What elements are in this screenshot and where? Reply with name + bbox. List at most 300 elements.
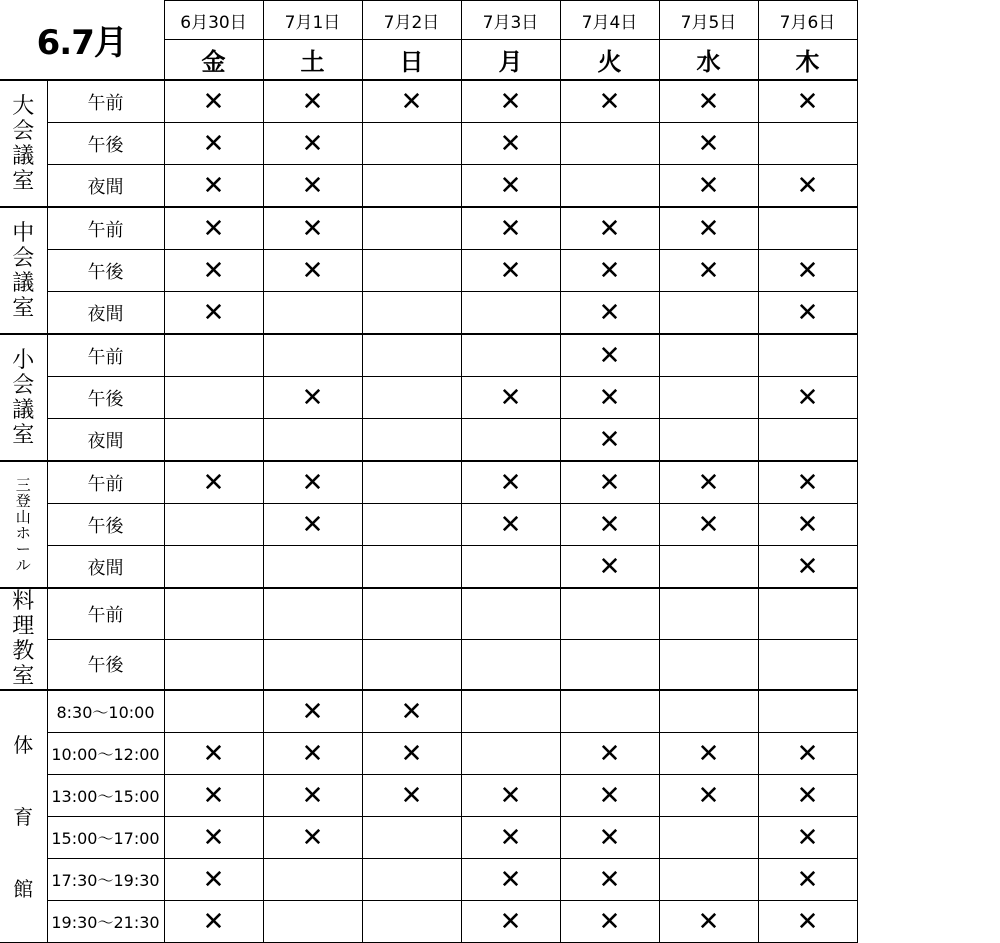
booked-cell (461, 80, 560, 123)
booked-mark: ✕ (400, 86, 423, 117)
booked-mark: ✕ (697, 213, 720, 244)
booked-cell (461, 504, 560, 546)
booked-cell (560, 334, 659, 377)
time-slot-label: 夜間 (47, 292, 164, 335)
booked-cell (560, 504, 659, 546)
booked-mark: ✕ (697, 86, 720, 117)
booked-cell (659, 80, 758, 123)
booked-mark: ✕ (796, 822, 819, 853)
booked-cell (362, 733, 461, 775)
booked-mark: ✕ (301, 170, 324, 201)
available-cell (362, 817, 461, 859)
booked-cell (659, 165, 758, 208)
available-cell (758, 123, 857, 165)
booked-mark: ✕ (598, 467, 621, 498)
booked-mark: ✕ (301, 696, 324, 727)
available-cell (362, 123, 461, 165)
time-slot-label: 夜間 (47, 165, 164, 208)
booked-mark: ✕ (697, 170, 720, 201)
booked-cell (263, 377, 362, 419)
booked-mark: ✕ (796, 780, 819, 811)
schedule-row (0, 775, 857, 817)
booked-mark: ✕ (697, 738, 720, 769)
available-cell (362, 250, 461, 292)
booked-cell (560, 292, 659, 335)
booked-cell (659, 901, 758, 943)
weekday-header: 金 (164, 40, 263, 81)
available-cell (659, 817, 758, 859)
date-header: 6月30日 (164, 1, 263, 40)
booked-cell (758, 733, 857, 775)
facility-label-char: 料 (12, 589, 35, 614)
booked-mark: ✕ (598, 340, 621, 371)
available-cell (659, 546, 758, 589)
booked-mark: ✕ (499, 213, 522, 244)
available-cell (758, 207, 857, 250)
booked-cell (164, 733, 263, 775)
available-cell (362, 334, 461, 377)
booked-cell (164, 123, 263, 165)
booked-mark: ✕ (796, 170, 819, 201)
available-cell (362, 461, 461, 504)
booked-mark: ✕ (400, 696, 423, 727)
booked-mark: ✕ (202, 213, 225, 244)
available-cell (164, 690, 263, 733)
booked-mark: ✕ (796, 864, 819, 895)
available-cell (263, 546, 362, 589)
schedule-row (0, 817, 857, 859)
booked-mark: ✕ (697, 128, 720, 159)
available-cell (659, 334, 758, 377)
weekday-header: 土 (263, 40, 362, 81)
schedule-row (0, 733, 857, 775)
facility-label-char: 大 (12, 93, 35, 119)
available-cell (461, 690, 560, 733)
available-cell (758, 588, 857, 639)
available-cell (659, 377, 758, 419)
booked-mark: ✕ (202, 864, 225, 895)
booked-cell (164, 165, 263, 208)
booked-cell (461, 461, 560, 504)
booked-mark: ✕ (202, 467, 225, 498)
booked-mark: ✕ (796, 738, 819, 769)
booked-cell (461, 165, 560, 208)
schedule-row (0, 165, 857, 208)
time-slot-label: 午前 (47, 588, 164, 639)
available-cell (164, 546, 263, 589)
facility-label (0, 690, 47, 943)
booked-cell (758, 80, 857, 123)
schedule-row (0, 504, 857, 546)
available-cell (758, 419, 857, 462)
available-cell (758, 334, 857, 377)
booked-mark: ✕ (499, 906, 522, 937)
booked-mark: ✕ (499, 822, 522, 853)
time-slot-label: 午前 (47, 334, 164, 377)
booked-mark: ✕ (499, 128, 522, 159)
available-cell (461, 733, 560, 775)
booked-mark: ✕ (697, 467, 720, 498)
booked-mark: ✕ (598, 255, 621, 286)
booked-mark: ✕ (202, 780, 225, 811)
booked-mark: ✕ (598, 864, 621, 895)
time-slot-label: 午後 (47, 377, 164, 419)
time-slot-label: 17:30～19:30 (47, 859, 164, 901)
booked-mark: ✕ (598, 213, 621, 244)
available-cell (362, 504, 461, 546)
schedule-row (0, 419, 857, 462)
booked-mark: ✕ (301, 822, 324, 853)
time-slot-label: 午後 (47, 250, 164, 292)
available-cell (263, 859, 362, 901)
available-cell (461, 292, 560, 335)
booked-cell (263, 733, 362, 775)
booked-mark: ✕ (301, 128, 324, 159)
facility-label-char: 議 (12, 397, 35, 423)
booked-cell (263, 817, 362, 859)
available-cell (263, 588, 362, 639)
booked-cell (164, 250, 263, 292)
booked-cell (263, 123, 362, 165)
facility-label-char: 教 (12, 639, 35, 664)
booked-cell (461, 775, 560, 817)
time-slot-label: 8:30～10:00 (47, 690, 164, 733)
booked-cell (560, 377, 659, 419)
booked-mark: ✕ (598, 906, 621, 937)
booked-mark: ✕ (202, 255, 225, 286)
facility-label-char: 会 (12, 118, 35, 144)
available-cell (263, 292, 362, 335)
schedule-row (0, 901, 857, 943)
month-title: 6.7月 (0, 1, 164, 81)
booked-mark: ✕ (598, 551, 621, 582)
booked-cell (560, 419, 659, 462)
booked-cell (758, 859, 857, 901)
available-cell (758, 690, 857, 733)
time-slot-label: 午前 (47, 80, 164, 123)
booked-mark: ✕ (301, 255, 324, 286)
schedule-row (0, 859, 857, 901)
time-slot-label: 夜間 (47, 419, 164, 462)
booked-cell (659, 123, 758, 165)
available-cell (164, 504, 263, 546)
available-cell (263, 334, 362, 377)
booked-cell (659, 775, 758, 817)
booked-mark: ✕ (499, 467, 522, 498)
booked-mark: ✕ (598, 86, 621, 117)
schedule-row (0, 80, 857, 123)
booked-mark: ✕ (400, 738, 423, 769)
booked-cell (560, 733, 659, 775)
facility-label (0, 80, 47, 207)
booked-cell (461, 817, 560, 859)
booked-mark: ✕ (598, 780, 621, 811)
available-cell (362, 207, 461, 250)
facility-label-char: 理 (12, 614, 35, 639)
date-header: 7月6日 (758, 1, 857, 40)
booked-cell (164, 775, 263, 817)
available-cell (362, 292, 461, 335)
booked-mark: ✕ (598, 424, 621, 455)
available-cell (461, 639, 560, 690)
booked-cell (461, 859, 560, 901)
booked-mark: ✕ (301, 509, 324, 540)
booked-mark: ✕ (598, 822, 621, 853)
available-cell (659, 419, 758, 462)
facility-label-char: ホ (15, 523, 31, 542)
facility-label-char: 議 (12, 270, 35, 296)
booked-mark: ✕ (301, 213, 324, 244)
available-cell (560, 123, 659, 165)
booked-cell (758, 377, 857, 419)
booked-mark: ✕ (499, 255, 522, 286)
available-cell (263, 639, 362, 690)
weekday-header: 月 (461, 40, 560, 81)
time-slot-label: 13:00～15:00 (47, 775, 164, 817)
time-slot-label: 午後 (47, 504, 164, 546)
booked-mark: ✕ (796, 382, 819, 413)
booked-mark: ✕ (697, 509, 720, 540)
booked-cell (560, 461, 659, 504)
booked-mark: ✕ (499, 382, 522, 413)
booked-cell (461, 901, 560, 943)
facility-label-char: ル (15, 555, 31, 574)
facility-label-char: 室 (12, 295, 35, 321)
booked-cell (560, 207, 659, 250)
available-cell (659, 639, 758, 690)
booked-mark: ✕ (202, 906, 225, 937)
time-slot-label: 午後 (47, 123, 164, 165)
booked-cell (164, 859, 263, 901)
booked-cell (659, 250, 758, 292)
available-cell (560, 588, 659, 639)
booked-mark: ✕ (202, 822, 225, 853)
booked-mark: ✕ (796, 297, 819, 328)
booked-cell (461, 123, 560, 165)
booked-mark: ✕ (499, 86, 522, 117)
booked-cell (164, 461, 263, 504)
booked-cell (362, 775, 461, 817)
booked-mark: ✕ (499, 170, 522, 201)
available-cell (362, 901, 461, 943)
booked-mark: ✕ (796, 906, 819, 937)
booked-cell (758, 461, 857, 504)
booked-mark: ✕ (697, 906, 720, 937)
booked-cell (560, 250, 659, 292)
facility-label-char: 小 (12, 347, 35, 373)
schedule-row (0, 588, 857, 639)
booked-cell (164, 80, 263, 123)
booked-cell (758, 504, 857, 546)
booked-cell (461, 250, 560, 292)
available-cell (659, 859, 758, 901)
booked-cell (263, 504, 362, 546)
facility-label (0, 461, 47, 588)
available-cell (362, 419, 461, 462)
booked-cell (362, 690, 461, 733)
booked-mark: ✕ (796, 255, 819, 286)
booked-cell (659, 733, 758, 775)
booked-cell (263, 250, 362, 292)
booked-mark: ✕ (301, 467, 324, 498)
available-cell (164, 588, 263, 639)
date-row (0, 1, 857, 40)
facility-label-char: 山 (15, 507, 31, 526)
booked-mark: ✕ (598, 509, 621, 540)
date-header: 7月5日 (659, 1, 758, 40)
schedule-row (0, 546, 857, 589)
date-header: 7月4日 (560, 1, 659, 40)
available-cell (164, 334, 263, 377)
booked-cell (461, 377, 560, 419)
facility-label-char: 中 (12, 220, 35, 246)
booked-cell (362, 80, 461, 123)
available-cell (362, 377, 461, 419)
facility-label-char: 室 (12, 664, 35, 689)
available-cell (362, 165, 461, 208)
time-slot-label: 夜間 (47, 546, 164, 589)
weekday-header: 木 (758, 40, 857, 81)
available-cell (659, 292, 758, 335)
booked-mark: ✕ (796, 86, 819, 117)
facility-label-char: 登 (15, 491, 31, 510)
schedule-row (0, 123, 857, 165)
available-cell (362, 859, 461, 901)
booked-cell (560, 859, 659, 901)
booked-mark: ✕ (301, 780, 324, 811)
booked-mark: ✕ (499, 509, 522, 540)
available-cell (659, 690, 758, 733)
available-cell (659, 588, 758, 639)
schedule-row (0, 690, 857, 733)
schedule-row (0, 639, 857, 690)
booked-mark: ✕ (202, 170, 225, 201)
facility-label-char: 会 (12, 372, 35, 398)
booked-cell (560, 817, 659, 859)
schedule-row (0, 292, 857, 335)
schedule-row (0, 334, 857, 377)
booked-mark: ✕ (499, 780, 522, 811)
available-cell (164, 377, 263, 419)
facility-label (0, 207, 47, 334)
available-cell (461, 546, 560, 589)
booked-mark: ✕ (202, 297, 225, 328)
facility-label-char: 三 (15, 475, 31, 494)
booked-cell (560, 80, 659, 123)
available-cell (164, 639, 263, 690)
time-slot-label: 19:30～21:30 (47, 901, 164, 943)
available-cell (560, 639, 659, 690)
booked-cell (659, 461, 758, 504)
booked-mark: ✕ (301, 738, 324, 769)
facility-label (0, 334, 47, 461)
available-cell (164, 419, 263, 462)
booked-cell (758, 250, 857, 292)
booked-cell (263, 165, 362, 208)
booked-mark: ✕ (598, 738, 621, 769)
booked-cell (263, 207, 362, 250)
booked-mark: ✕ (202, 128, 225, 159)
booked-mark: ✕ (796, 509, 819, 540)
booked-cell (758, 165, 857, 208)
available-cell (560, 690, 659, 733)
booked-mark: ✕ (202, 738, 225, 769)
time-slot-label: 午前 (47, 207, 164, 250)
schedule-row (0, 250, 857, 292)
booked-cell (461, 207, 560, 250)
booked-cell (263, 80, 362, 123)
booked-mark: ✕ (598, 382, 621, 413)
booked-cell (164, 292, 263, 335)
booked-mark: ✕ (697, 780, 720, 811)
available-cell (461, 419, 560, 462)
facility-label-char: 会 (12, 245, 35, 271)
facility-label-char: ー (15, 539, 31, 558)
time-slot-label: 午後 (47, 639, 164, 690)
booked-cell (758, 775, 857, 817)
weekday-header: 火 (560, 40, 659, 81)
time-slot-label: 午前 (47, 461, 164, 504)
date-header: 7月3日 (461, 1, 560, 40)
available-cell (560, 165, 659, 208)
booked-mark: ✕ (796, 467, 819, 498)
time-slot-label: 10:00～12:00 (47, 733, 164, 775)
weekday-header: 日 (362, 40, 461, 81)
booked-cell (263, 461, 362, 504)
booked-cell (659, 207, 758, 250)
weekday-header: 水 (659, 40, 758, 81)
schedule-row (0, 377, 857, 419)
booked-cell (263, 775, 362, 817)
schedule-body (0, 80, 857, 943)
booked-mark: ✕ (301, 86, 324, 117)
booked-cell (758, 546, 857, 589)
date-header: 7月2日 (362, 1, 461, 40)
booked-cell (659, 504, 758, 546)
booked-mark: ✕ (202, 86, 225, 117)
facility-label-char: 館 (13, 876, 34, 901)
booked-mark: ✕ (301, 382, 324, 413)
facility-label-char: 育 (13, 804, 34, 829)
facility-label-char: 室 (12, 422, 35, 448)
available-cell (263, 901, 362, 943)
booked-cell (164, 901, 263, 943)
time-slot-label: 15:00～17:00 (47, 817, 164, 859)
booked-mark: ✕ (598, 297, 621, 328)
date-header: 7月1日 (263, 1, 362, 40)
booked-cell (263, 690, 362, 733)
available-cell (362, 639, 461, 690)
available-cell (362, 546, 461, 589)
booked-cell (758, 292, 857, 335)
available-cell (461, 334, 560, 377)
schedule-row (0, 461, 857, 504)
booked-cell (164, 207, 263, 250)
booked-cell (560, 546, 659, 589)
booked-cell (560, 901, 659, 943)
available-cell (362, 588, 461, 639)
booked-mark: ✕ (796, 551, 819, 582)
booked-mark: ✕ (697, 255, 720, 286)
facility-label-char: 室 (12, 168, 35, 194)
available-cell (758, 639, 857, 690)
facility-label-char: 議 (12, 143, 35, 169)
schedule-row (0, 207, 857, 250)
booked-cell (758, 817, 857, 859)
booked-cell (164, 817, 263, 859)
available-cell (263, 419, 362, 462)
available-cell (461, 588, 560, 639)
